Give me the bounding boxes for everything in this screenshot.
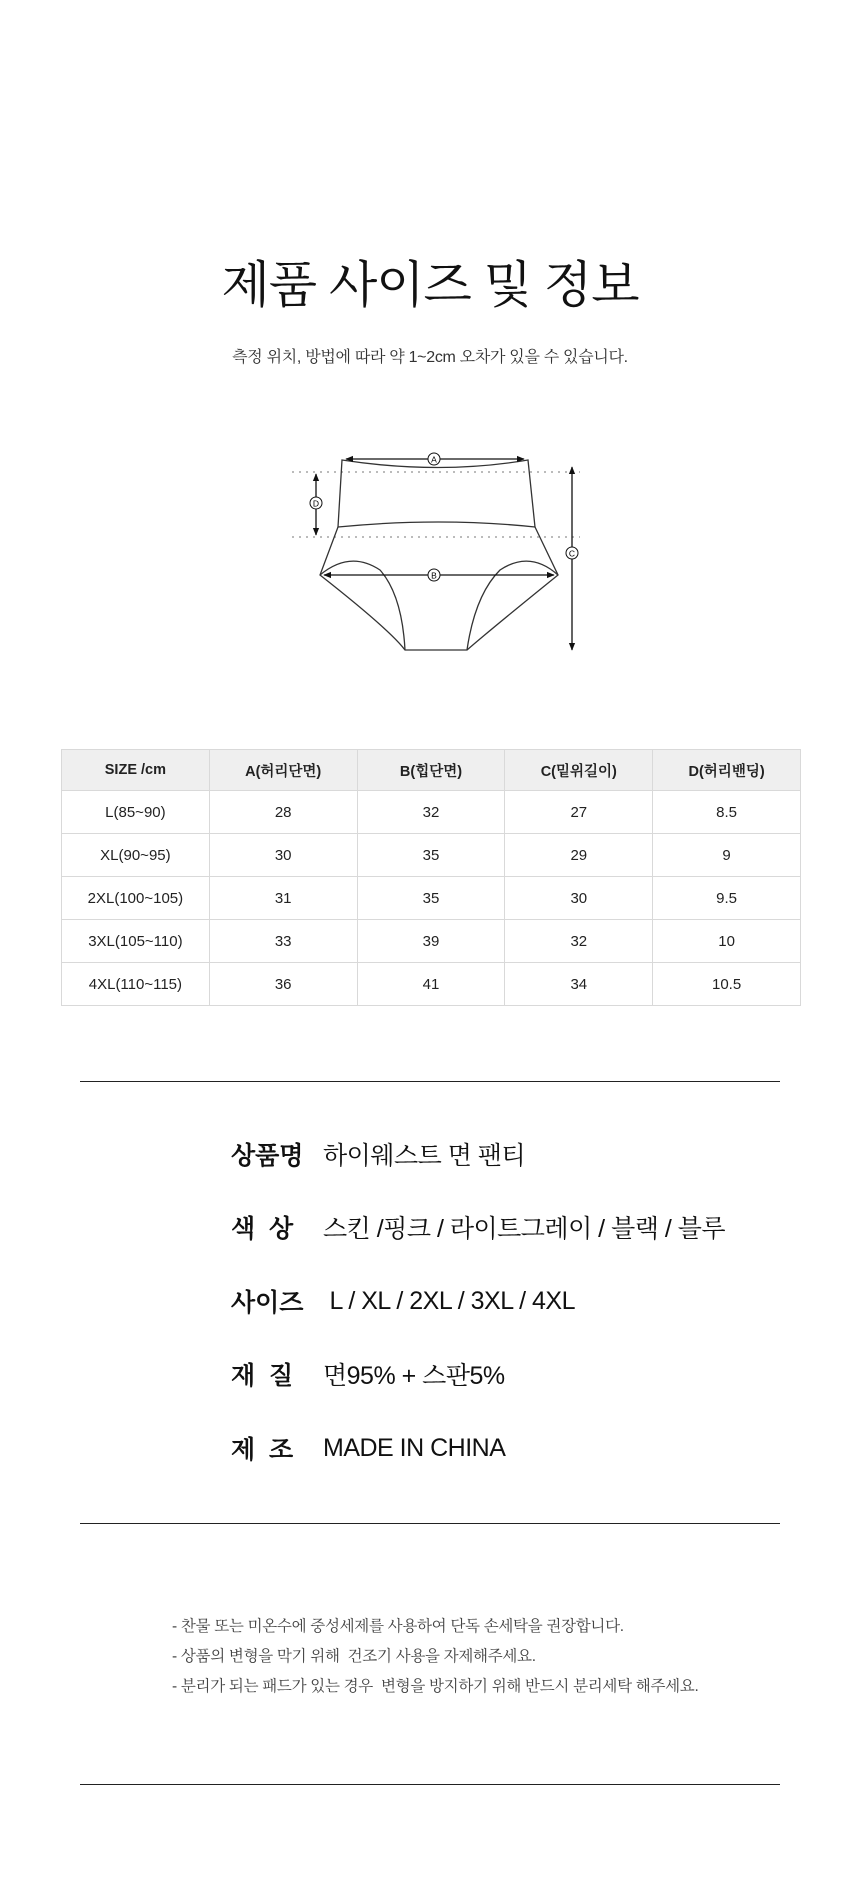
table-cell: 30	[505, 877, 653, 920]
spec-row-manufacture	[231, 1428, 791, 1468]
table-cell: 29	[505, 834, 653, 877]
spec-label: 제 조	[231, 1436, 294, 1464]
table-cell: 8.5	[653, 791, 801, 834]
table-cell: 9.5	[653, 877, 801, 920]
care-note-item: - 분리가 되는 패드가 있는 경우 변형을 방지하기 위해 반드시 분리세탁 해주세요.	[172, 1678, 699, 1695]
divider-top	[80, 1081, 780, 1082]
table-header-row	[62, 750, 801, 791]
label-a: A	[431, 454, 437, 465]
spec-row-size	[231, 1281, 791, 1321]
spec-row-color	[231, 1207, 791, 1247]
header-d: D(허리밴딩)	[653, 750, 801, 791]
table-row	[62, 877, 801, 920]
header-c: C(밑위길이)	[505, 750, 653, 791]
table-cell: 9	[653, 834, 801, 877]
care-notes	[172, 1612, 698, 1702]
table-cell: L(85~90)	[62, 791, 210, 834]
spec-label: 사이즈	[231, 1289, 304, 1317]
table-cell: 36	[209, 963, 357, 1006]
divider-middle	[80, 1523, 780, 1524]
spec-value: 하이웨스트 면 팬티	[323, 1142, 526, 1170]
table-cell: 10	[653, 920, 801, 963]
spec-label: 상품명	[231, 1142, 304, 1170]
spec-row-product-name	[231, 1134, 791, 1174]
spec-value: MADE IN CHINA	[323, 1433, 506, 1462]
table-cell: 32	[357, 791, 505, 834]
care-note-item: - 상품의 변형을 막기 위해 건조기 사용을 자제해주세요.	[172, 1648, 536, 1665]
table-cell: 10.5	[653, 963, 801, 1006]
table-cell: 2XL(100~105)	[62, 877, 210, 920]
spec-value: L / XL / 2XL / 3XL / 4XL	[323, 1286, 576, 1315]
table-cell: 28	[209, 791, 357, 834]
care-note-item: - 찬물 또는 미온수에 중성세제를 사용하여 단독 손세탁을 권장합니다.	[172, 1618, 624, 1635]
header-b: B(힙단면)	[357, 750, 505, 791]
divider-bottom	[80, 1784, 780, 1785]
header-size: SIZE /cm	[62, 750, 210, 791]
table-cell: 41	[357, 963, 505, 1006]
table-row	[62, 834, 801, 877]
table-cell: 30	[209, 834, 357, 877]
table-cell: 35	[357, 877, 505, 920]
table-row	[62, 963, 801, 1006]
table-cell: 33	[209, 920, 357, 963]
size-chart-table	[61, 749, 801, 1006]
table-row	[62, 920, 801, 963]
spec-label: 재 질	[231, 1362, 294, 1390]
table-cell: 31	[209, 877, 357, 920]
measurement-note: 측정 위치, 방법에 따라 약 1~2cm 오차가 있을 수 있습니다.	[232, 349, 628, 366]
page-title: 제품 사이즈 및 정보	[221, 257, 639, 313]
table-cell: 32	[505, 920, 653, 963]
label-c: C	[568, 548, 576, 559]
panty-measurement-diagram	[280, 445, 600, 655]
table-cell: 35	[357, 834, 505, 877]
spec-value: 면95% + 스판5%	[323, 1362, 505, 1390]
table-cell: 34	[505, 963, 653, 1006]
table-cell: 3XL(105~110)	[62, 920, 210, 963]
label-b: B	[431, 570, 437, 581]
label-d: D	[312, 498, 320, 509]
header-a: A(허리단면)	[209, 750, 357, 791]
table-cell: 39	[357, 920, 505, 963]
table-cell: 27	[505, 791, 653, 834]
table-row	[62, 791, 801, 834]
spec-row-material	[231, 1354, 791, 1394]
table-cell: 4XL(110~115)	[62, 963, 210, 1006]
table-cell: XL(90~95)	[62, 834, 210, 877]
spec-label: 색 상	[231, 1215, 294, 1243]
spec-value: 스킨 /핑크 / 라이트그레이 / 블랙 / 블루	[323, 1215, 726, 1243]
